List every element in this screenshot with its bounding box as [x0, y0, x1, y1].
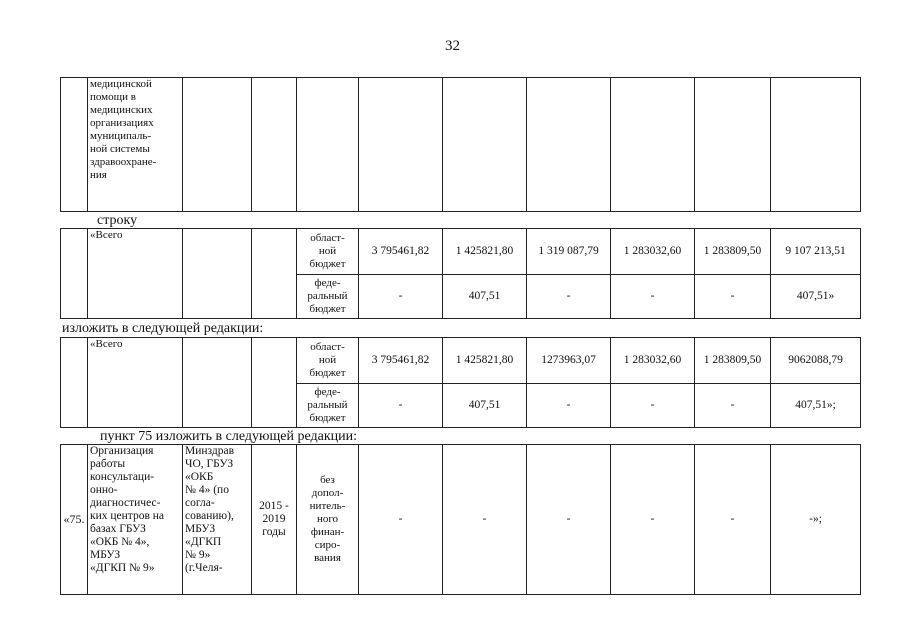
cell-value: 1 283032,60 — [611, 338, 695, 384]
cell-value: 1 283809,50 — [695, 229, 771, 275]
cell-executor: Минздрав ЧО, ГБУЗ «ОКБ № 4» (по согла- сованию), МБУЗ «ДГКП № 9» (г.Челя- — [183, 445, 252, 595]
cell-source: област- ной бюджет — [297, 338, 359, 384]
cell-value: - — [527, 445, 611, 595]
table-fragment-top — [60, 77, 861, 212]
cell-value: 3 795461,82 — [359, 229, 443, 275]
cell-value: 407,51 — [443, 384, 527, 428]
page-number: 32 — [445, 38, 460, 54]
cell-num: «75. — [61, 445, 88, 595]
cell-source: феде- ральный бюджет — [297, 275, 359, 319]
label-row: строку — [97, 213, 138, 228]
cell-total-label: «Всего — [88, 229, 183, 319]
cell-name: медицинской помощи в медицинских организациях муниципаль- ной системы здравоохране- ния — [88, 78, 183, 212]
cell-value: - — [695, 275, 771, 319]
cell-value: - — [359, 445, 443, 595]
cell-value: 9 107 213,51 — [771, 229, 861, 275]
cell-value: - — [611, 275, 695, 319]
cell-value: 1273963,07 — [527, 338, 611, 384]
cell-value: 407,51»; — [771, 384, 861, 428]
label-edit: изложить в следующей редакции: — [62, 321, 264, 336]
cell-value: 1 425821,80 — [443, 229, 527, 275]
cell-value: 1 425821,80 — [443, 338, 527, 384]
cell-value: - — [611, 384, 695, 428]
cell-value: - — [359, 384, 443, 428]
cell-source: феде- ральный бюджет — [297, 384, 359, 428]
cell-name: Организация работы консультаци- онно- диагностичес- ких центров на базах ГБУЗ «ОКБ № 4», МБУЗ «ДГКП № 9» — [88, 445, 183, 595]
cell-value: - — [695, 445, 771, 595]
cell-value: - — [695, 384, 771, 428]
label-point: пункт 75 изложить в следующей редакции: — [100, 429, 357, 444]
cell-value: - — [527, 384, 611, 428]
cell-total-label: «Всего — [88, 338, 183, 428]
cell-value: 1 283032,60 — [611, 229, 695, 275]
table-point-75 — [60, 444, 861, 595]
cell-value: - — [611, 445, 695, 595]
cell-value: 9062088,79 — [771, 338, 861, 384]
cell-source: област- ной бюджет — [297, 229, 359, 275]
cell-value: 1 319 087,79 — [527, 229, 611, 275]
cell-value: 1 283809,50 — [695, 338, 771, 384]
cell-num — [61, 78, 88, 212]
table-total-old — [60, 228, 861, 319]
cell-value: - — [527, 275, 611, 319]
cell-value: - — [359, 275, 443, 319]
cell-value: 407,51» — [771, 275, 861, 319]
cell-source: без допол- нитель- ного финан- сиро- вания — [297, 445, 359, 595]
cell-value: - — [443, 445, 527, 595]
cell-value: -»; — [771, 445, 861, 595]
cell-value: 407,51 — [443, 275, 527, 319]
cell-years: 2015 - 2019 годы — [252, 445, 297, 595]
cell-value: 3 795461,82 — [359, 338, 443, 384]
table-total-new — [60, 337, 861, 428]
